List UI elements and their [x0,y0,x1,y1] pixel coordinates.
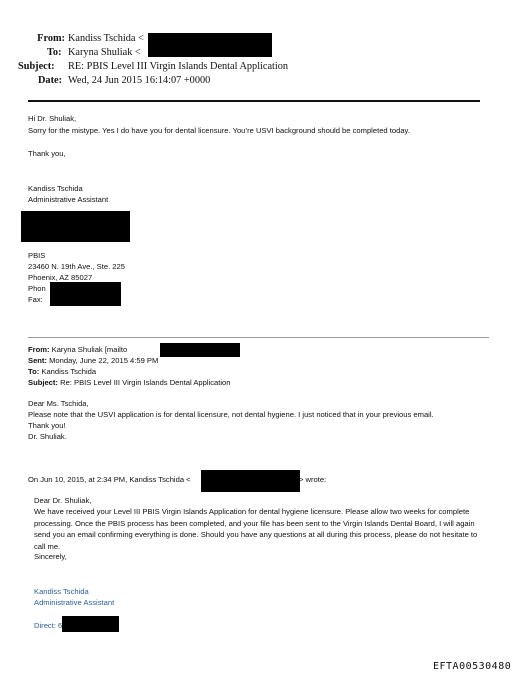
original-greeting: Dear Dr. Shuliak, [34,496,92,505]
reply-sig-title: Administrative Assistant [28,195,109,204]
bates-stamp: EFTA00530480 [433,661,512,672]
prior-subject-value: Re: PBIS Level III Virgin Islands Dental Application [60,378,231,387]
redaction-box [50,282,121,306]
reply-thanks: Thank you, [28,149,66,158]
original-closing: Sincerely, [34,552,67,561]
original-sig-title: Administrative Assistant [34,598,115,607]
redaction-box [148,33,272,57]
prior-line-2: Thank you! [28,421,66,430]
prior-sent-value: Monday, June 22, 2015 4:59 PM [49,356,159,365]
reply-greeting: Hi Dr. Shuliak, [28,114,77,123]
prior-line-3: Dr. Shuliak. [28,432,67,441]
subject-label: Subject: [18,61,55,72]
reply-phone: Phon [28,284,46,293]
prior-sent-label: Sent: [28,356,47,365]
prior-line-1: Please note that the USVI application is for dental licensure, not dental hygiene. I just noticed that in your previous email. [28,410,434,419]
prior-from-value: Karyna Shuliak [mailto [51,345,128,354]
date-value: Wed, 24 Jun 2015 16:14:07 +0000 [68,75,211,86]
original-body: We have received your Level III PBIS Virgin Islands Application for dental hygiene licensure. Please allow two weeks for complete processing. Once the PBIS process has been completed, and your file has been sent to the Virgin Islands Dental Board, I will again send you an email confirming everything is done. Should you have any questions at all during this process, please do not hesitate to call me. [34,507,478,551]
original-direct: Direct: 6 [34,621,63,630]
redaction-box [62,616,119,632]
prior-to-label: To: [28,367,40,376]
reply-fax: Fax: [28,295,43,304]
original-wrote: > wrote: [299,475,327,484]
prior-from [28,344,127,356]
quote-divider [28,337,489,338]
prior-from-label: From: [28,345,50,354]
from-label: From: [37,33,65,44]
prior-greeting: Dear Ms. Tschida, [28,399,89,408]
reply-address-2: Phoenix, AZ 85027 [28,273,93,282]
reply-address-1: 23460 N. 19th Ave., Ste. 225 [28,262,125,271]
date-label: Date: [38,75,63,86]
prior-subject-label: Subject: [28,378,58,387]
from-value: Kandiss Tschida < [68,33,144,44]
reply-org: PBIS [28,251,46,260]
redaction-box [201,470,300,492]
subject-value: RE: PBIS Level III Virgin Islands Dental Application [68,61,289,72]
redaction-box [160,343,240,357]
prior-to [28,366,96,378]
prior-sent [28,355,158,367]
to-label: To: [47,47,62,58]
to-value: Karyna Shuliak < [68,47,141,58]
reply-body: Sorry for the mistype. Yes I do have you for dental licensure. You’re USVI background should be completed today. [28,126,410,135]
prior-subject [28,377,231,389]
redaction-box [21,211,130,242]
reply-sig-name: Kandiss Tschida [28,184,83,193]
original-intro: On Jun 10, 2015, at 2:34 PM, Kandiss Tschida < [28,475,191,484]
original-sig-name: Kandiss Tschida [34,587,89,596]
prior-to-value: Kandiss Tschida [41,367,97,376]
header-divider [28,100,480,102]
